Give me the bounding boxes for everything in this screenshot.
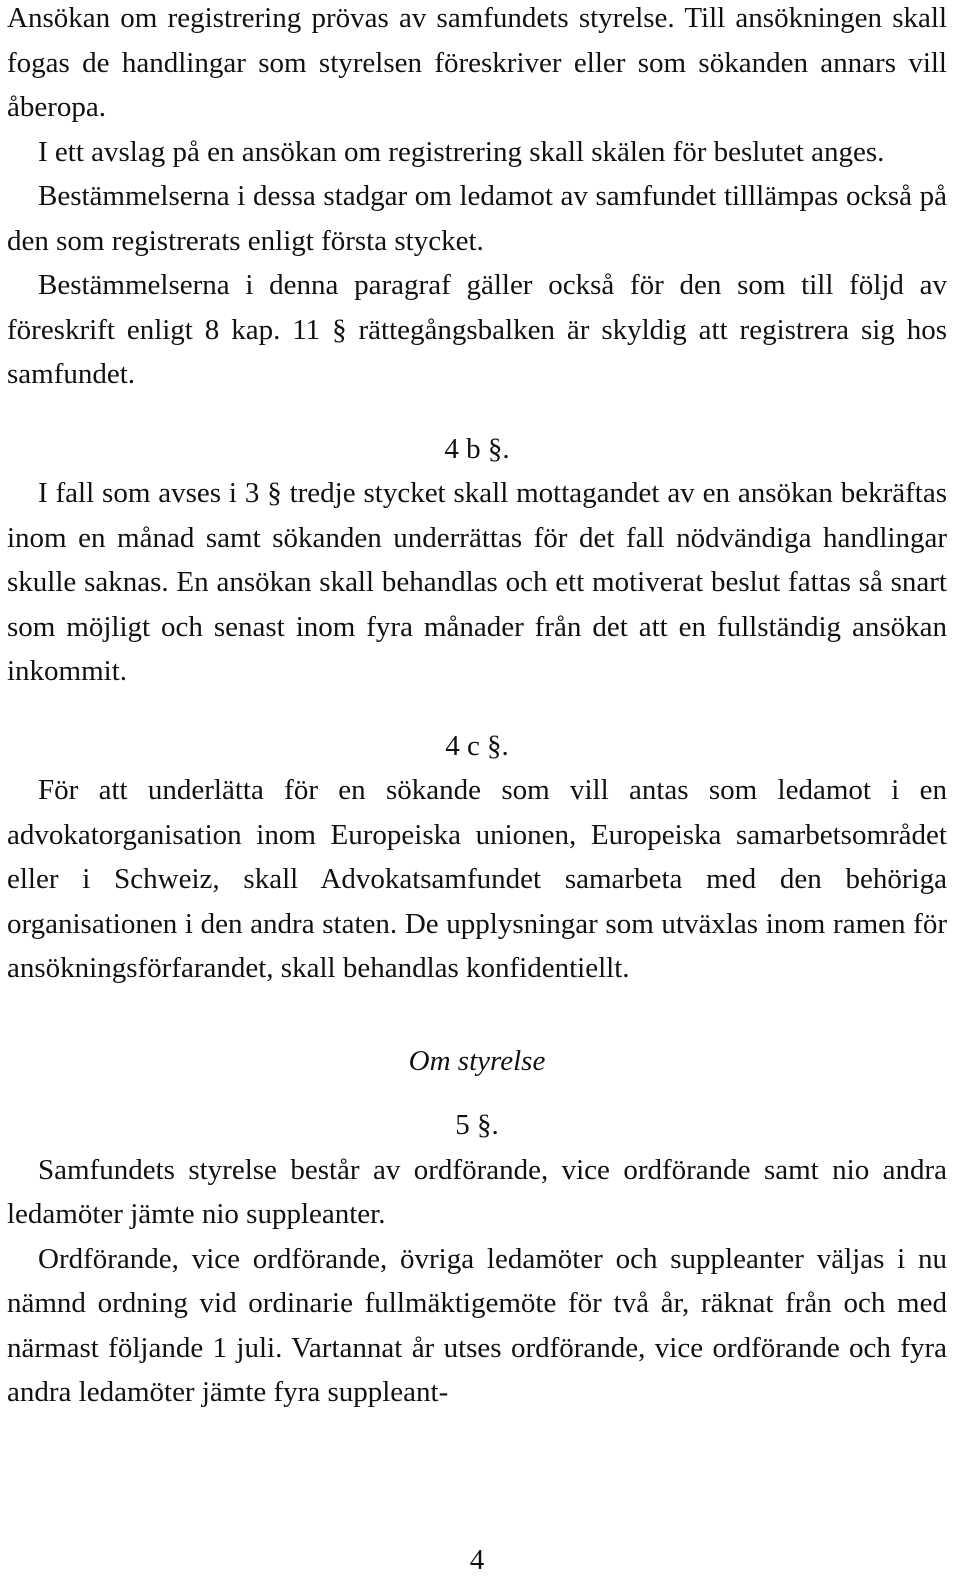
paragraph-rejection-reasons: I ett avslag på en ansökan om registrering skall skälen för beslutet anges. [38, 135, 885, 168]
spacer [7, 397, 947, 427]
section-heading-5: 5 §. [455, 1109, 499, 1141]
section-4c-text: För att underlätta för en sökande som vill antas som ledamot i en advokatorganisation inom Europeiska unionen, Europeiska samarbetsområdet eller i Schweiz, skall Advokatsamfundet samarbeta med den behöriga organisationen i den andra staten. De upplysningar som utväxlas inom ramen för ansökningsförfarandet, skall behandlas konfidentiellt. [7, 774, 947, 984]
spacer [7, 991, 947, 1039]
spacer [7, 1083, 947, 1103]
paragraph-obligation-register: Bestämmelserna i denna paragraf gäller också för den som till följd av föreskrift enligt 8 kap. 11 § rättegångsbalken är skyldig att registrera sig hos samfundet. [7, 269, 947, 390]
section-5-paragraph-1: Samfundets styrelse består av ordförande, vice ordförande samt nio andra ledamöter jämte nio suppleanter. [7, 1153, 947, 1230]
section-5-paragraph-2: Ordförande, vice ordförande, övriga ledamöter och suppleanter väljas i nu nämnd ordning vid ordinarie fullmäktigemöte för två år, räknat från och med närmast följande 1 juli. Vartannat år utses ordförande, vice ordförande och fyra andra ledamöter jämte fyra suppleant- [7, 1242, 947, 1408]
paragraph-member-rules: Bestämmelserna i dessa stadgar om ledamot av samfundet tilllämpas också på den som registrerats enligt första stycket. [7, 180, 947, 257]
section-heading-4c: 4 c §. [445, 729, 509, 762]
document-page [7, 0, 947, 1593]
section-4b-text: I fall som avses i 3 § tredje stycket skall mottagandet av en ansökan bekräftas inom en månad samt sökanden underrättas för det fall nödvändiga handlingar skulle saknas. En ansökan skall behandlas och ett motiverat beslut fattas så snart som möjligt och senast inom fyra månader från det att en fullständig ansökan inkommit. [7, 477, 947, 687]
section-heading-4b: 4 b §. [444, 432, 510, 465]
spacer [7, 694, 947, 724]
subheading-om-styrelse: Om styrelse [408, 1044, 546, 1077]
page-number: 4 [469, 1544, 485, 1576]
paragraph-application-review: Ansökan om registrering prövas av samfundets styrelse. Till ansökningen skall fogas de handlingar som styrelsen föreskriver eller som sökanden annars vill åberopa. [7, 2, 947, 123]
